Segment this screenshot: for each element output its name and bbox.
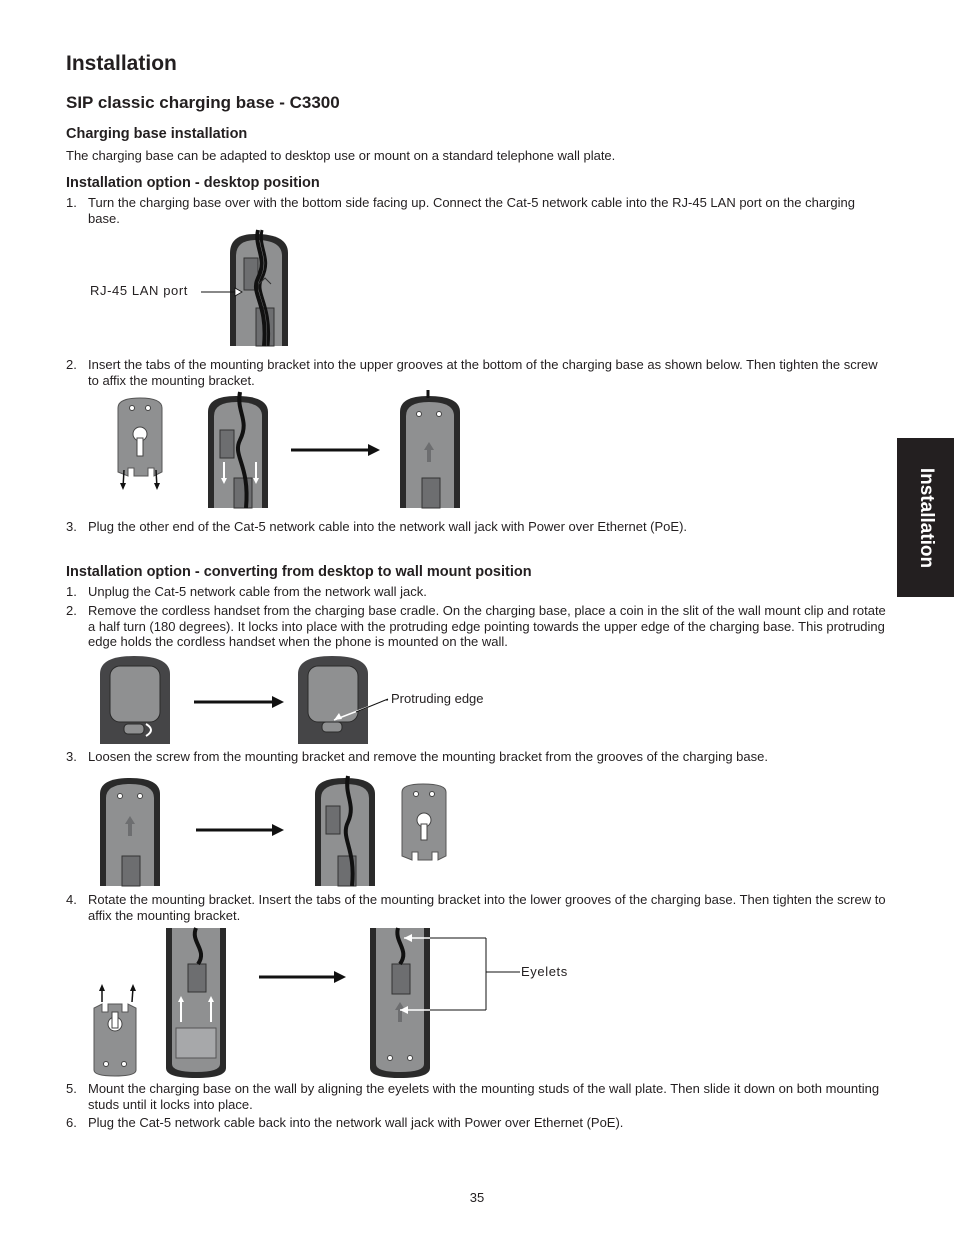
rj45-port-callout: RJ-45 LAN port (90, 283, 188, 298)
bracket-insert-figure (110, 390, 470, 512)
step-text: Unplug the Cat-5 network cable from the network wall jack. (88, 584, 427, 599)
step-text: Plug the other end of the Cat-5 network cable into the network wall jack with Power over Ethernet (PoE). (88, 519, 688, 534)
step-number: 1. (66, 195, 77, 210)
step-number: 3. (66, 519, 77, 534)
step-number: 1. (66, 584, 77, 599)
section-side-tab (897, 438, 954, 597)
step-number: 5. (66, 1081, 77, 1096)
bracket-rotate-eyelets-figure (92, 928, 492, 1080)
step-number: 3. (66, 749, 77, 764)
charging-heading: Charging base installation (66, 126, 248, 142)
desktop-heading: Installation option - desktop position (66, 175, 320, 191)
step-number: 6. (66, 1115, 77, 1130)
step-text: Turn the charging base over with the bottom side facing up. Connect the Cat-5 network cable into the RJ-45 LAN port on the charging base. (88, 195, 855, 226)
step-number: 2. (66, 357, 77, 372)
wall-heading: Installation option - converting from desktop to wall mount position (66, 564, 532, 580)
section-title: SIP classic charging base - C3300 (66, 93, 340, 112)
page-number: 35 (469, 1190, 485, 1205)
step-text: Insert the tabs of the mounting bracket into the upper grooves at the bottom of the charging base as shown below. Then tighten the screw to affix the mounting bracket. (88, 357, 878, 388)
step-text: Plug the Cat-5 network cable back into the network wall jack with Power over Ethernet (PoE). (88, 1115, 624, 1130)
eyelets-callout: Eyelets (521, 964, 568, 979)
bracket-remove-figure (100, 776, 450, 890)
protruding-edge-callout: Protruding edge (391, 691, 484, 706)
side-tab-label: Installation (915, 467, 937, 568)
step-number: 2. (66, 603, 77, 618)
charging-intro: The charging base can be adapted to desktop use or mount on a standard telephone wall plate. (66, 148, 616, 163)
step-number: 4. (66, 892, 77, 907)
page-title: Installation (66, 52, 177, 75)
step-text: Rotate the mounting bracket. Insert the tabs of the mounting bracket into the lower grooves of the charging base. Then tighten the screw to affix the mounting bracket. (88, 892, 886, 923)
step-text: Loosen the screw from the mounting bracket and remove the mounting bracket from the grooves of the charging base. (88, 749, 768, 764)
base-bottom-cable-figure (196, 228, 296, 348)
step-text: Remove the cordless handset from the charging base cradle. On the charging base, place a coin in the slit of the wall mount clip and rotate a half turn (180 degrees). It locks into place with the protruding edge pointing towards the upper edge of the charging base. This protruding edge holds the cordless handset when the phone is mounted on the wall. (88, 603, 886, 649)
step-text: Mount the charging base on the wall by aligning the eyelets with the mounting studs of the wall plate. Then slide it down on both mounting studs until it locks into place. (88, 1081, 880, 1112)
